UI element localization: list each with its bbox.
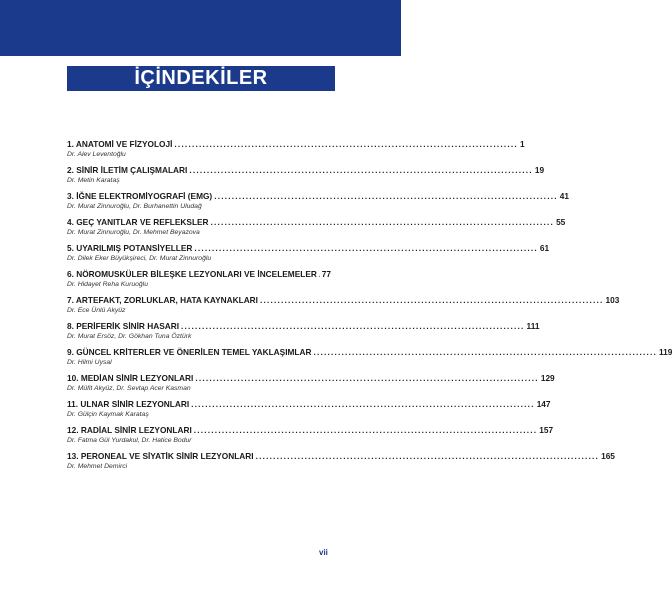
toc-entry-title: 2. SİNİR İLETİM ÇALIŞMALARI [67, 165, 188, 175]
toc-entry-page: 1 [519, 139, 525, 149]
toc-entry-title: 9. GÜNCEL KRİTERLER VE ÖNERİLEN TEMEL YAKLAŞIMLAR [67, 347, 312, 357]
toc-entry[interactable]: 11. ULNAR SİNİR LEZYONLARI .................................................................................................. 147 Dr. Gülçin Kaymak Karataş [67, 399, 551, 418]
toc-entry[interactable]: 13. PERONEAL VE SİYATİK SİNİR LEZYONLARI .................................................................................................. 165 Dr. Mehmet Demirci [67, 451, 615, 470]
toc-entry-authors: Dr. Murat Ersöz, Dr. Gökhan Tuna Öztürk [67, 333, 192, 340]
toc-entry-authors: Dr. Müfit Akyüz, Dr. Sevtap Acer Kasman [67, 385, 191, 392]
toc-entry-title: 7. ARTEFAKT, ZORLUKLAR, HATA KAYNAKLARI [67, 295, 258, 305]
toc-entry[interactable]: 8. PERİFERİK SİNİR HASARI .................................................................................................. 111 Dr. Murat Ersöz, Dr. Gökhan Tuna Öztürk [67, 321, 540, 340]
toc-entry-authors: Dr. Alev Leventoğlu [67, 151, 126, 158]
toc-entry-authors: Dr. Hidayet Reha Kuruoğlu [67, 281, 148, 288]
toc-entry-page: 77 [321, 269, 331, 279]
toc-entry-title: 11. ULNAR SİNİR LEZYONLARI [67, 399, 190, 409]
toc-entry[interactable]: 7. ARTEFAKT, ZORLUKLAR, HATA KAYNAKLARI .................................................................................................. 103 Dr. Ece Ünlü Akyüz [67, 295, 620, 314]
toc-entry[interactable] [67, 269, 331, 289]
toc-entry-page: 165 [601, 451, 615, 461]
toc-entry-title: 10. MEDİAN SİNİR LEZYONLARI [67, 373, 194, 383]
header-band [0, 0, 401, 56]
toc-entry-title: 1. ANATOMİ VE FİZYOLOJİ [67, 139, 173, 149]
toc-entry[interactable]: 12. RADİAL SİNİR LEZYONLARI .................................................................................................. 157 Dr. Fatma Gül Yurdakul, Dr. Hatice Bodur [67, 425, 554, 444]
page-title: İÇİNDEKİLER [67, 66, 335, 91]
toc-entry-authors: Dr. Ece Ünlü Akyüz [67, 307, 126, 314]
toc-entry-title: 8. PERİFERİK SİNİR HASARI [67, 321, 180, 331]
toc-entry-authors: Dr. Hilmi Uysal [67, 359, 112, 366]
toc-entry-page: 119 [659, 347, 672, 357]
toc-entry-page: 147 [536, 399, 551, 409]
toc-entry-page: 111 [526, 321, 540, 331]
toc-entry-page: 129 [540, 373, 555, 383]
toc-entry-page: 61 [539, 243, 550, 253]
toc-entry-page: 103 [605, 295, 620, 305]
page-number: vii [319, 548, 328, 557]
toc-entry-title: 13. PERONEAL VE SİYATİK SİNİR LEZYONLARI [67, 451, 254, 461]
toc-entry[interactable]: 9. GÜNCEL KRİTERLER VE ÖNERİLEN TEMEL YAKLAŞIMLAR .................................................................................................. 119 Dr. Hilmi Uysal [67, 347, 672, 366]
toc-entry[interactable]: 3. İĞNE ELEKTROMİYOGRAFİ (EMG) .................................................................................................. 41 Dr. Murat Zinnuroğlu, Dr. Burhanettin Uludağ [67, 191, 569, 210]
toc-entry[interactable]: 1. ANATOMİ VE FİZYOLOJİ .................................................................................................. 1 Dr. Alev Leventoğlu [67, 139, 525, 158]
toc-entry[interactable]: 5. UYARILMIŞ POTANSİYELLER .................................................................................................. 61 Dr. Dilek Eker Büyükşireci, Dr. Murat Zinnuroğlu [67, 243, 550, 262]
toc-entry-title: 3. İĞNE ELEKTROMİYOGRAFİ (EMG) [67, 191, 213, 201]
toc-entry-title: 6. NÖROMUSKÜLER BİLEŞKE LEZYONLARI VE İNCELEMELER [67, 269, 317, 279]
toc-entry[interactable]: 10. MEDİAN SİNİR LEZYONLARI .................................................................................................. 129 Dr. Müfit Akyüz, Dr. Sevtap Acer Kasman [67, 373, 555, 392]
toc-entry[interactable]: 4. GEÇ YANITLAR VE REFLEKSLER .................................................................................................. 55 Dr. Murat Zinnuroğlu, Dr. Mehmet Beyazova [67, 217, 566, 236]
toc-entry[interactable]: 2. SİNİR İLETİM ÇALIŞMALARI .................................................................................................. 19 Dr. Metin Karataş [67, 165, 545, 184]
toc-entry-page: 19 [534, 165, 545, 175]
toc-entry-title: 4. GEÇ YANITLAR VE REFLEKSLER [67, 217, 209, 227]
toc-entry-authors: Dr. Dilek Eker Büyükşireci, Dr. Murat Zinnuroğlu [67, 255, 212, 262]
toc-entry-authors: Dr. Metin Karataş [67, 177, 120, 184]
toc-entry-authors: Dr. Mehmet Demirci [67, 463, 128, 470]
toc-entry-authors: Dr. Murat Zinnuroğlu, Dr. Mehmet Beyazova [67, 229, 200, 236]
toc-entry-page: 55 [556, 217, 566, 227]
toc-entry-title: 5. UYARILMIŞ POTANSİYELLER [67, 243, 193, 253]
toc-entry-page: 41 [559, 191, 569, 201]
toc-entry-authors: Dr. Fatma Gül Yurdakul, Dr. Hatice Bodur [67, 437, 192, 444]
toc-entry-page: 157 [539, 425, 554, 435]
toc-entry-authors: Dr. Gülçin Kaymak Karataş [67, 411, 149, 418]
toc-entry-authors: Dr. Murat Zinnuroğlu, Dr. Burhanettin Uludağ [67, 203, 202, 210]
toc-entry-title: 12. RADİAL SİNİR LEZYONLARI [67, 425, 192, 435]
table-of-contents [67, 139, 672, 471]
